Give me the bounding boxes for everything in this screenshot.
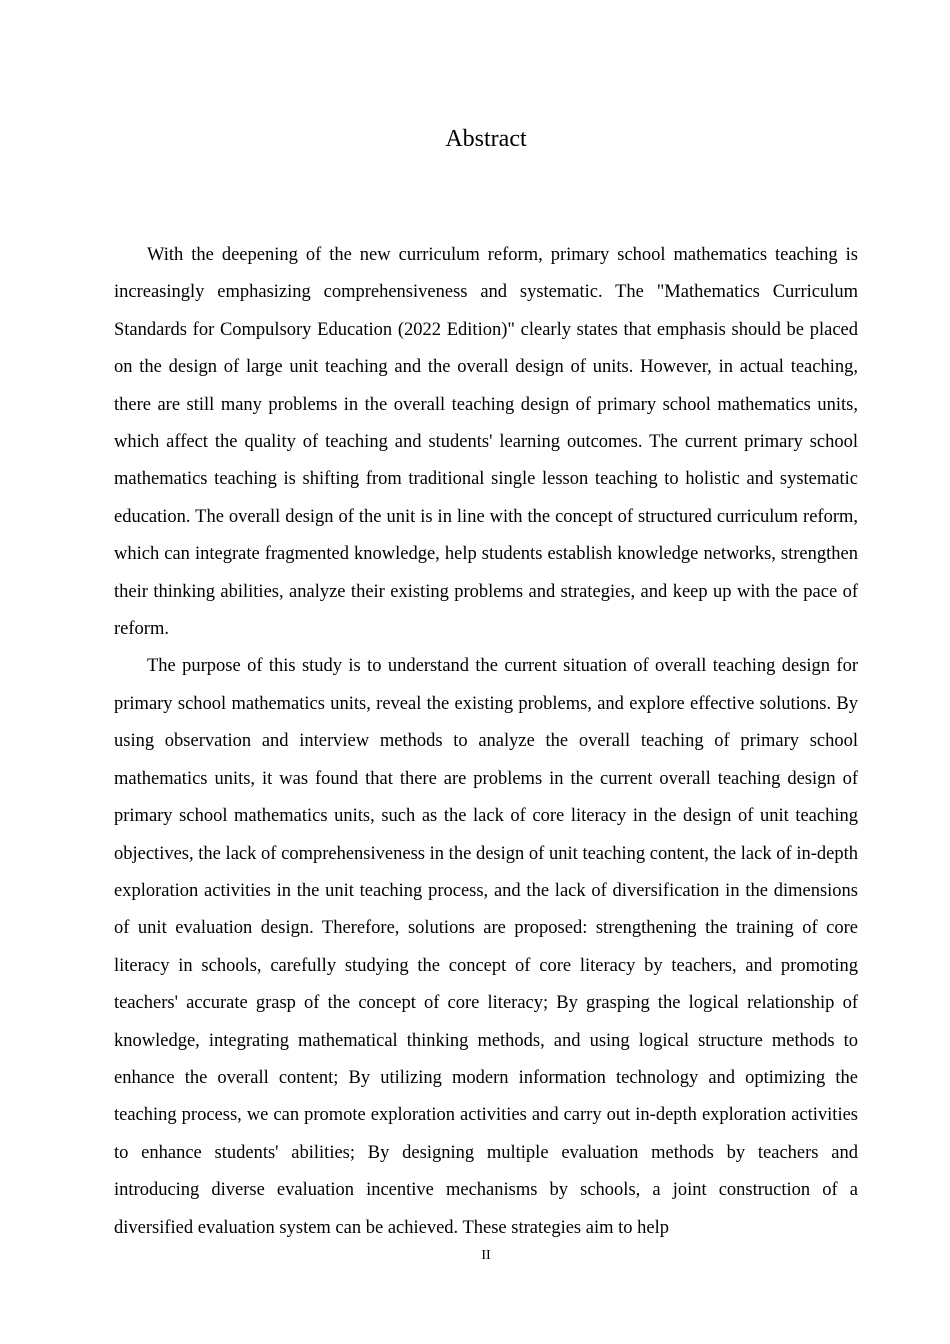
paragraph-2: The purpose of this study is to understand the current situation of overall teaching design for primary school mathematics units, reveal the existing problems, and explore effective solutions. By using observation and interview methods to analyze the overall teaching of primary school mathematics units, it was found that there are problems in the current overall teaching design of primary school mathematics units, such as the lack of core literacy in the design of unit teaching objectives, the lack of comprehensiveness in the design of unit teaching content, the lack of in-depth exploration activities in the unit teaching process, and the lack of diversification in the dimensions of unit evaluation design. Therefore, solutions are proposed: strengthening the training of core literacy in schools, carefully studying the concept of core literacy by teachers, and promoting teachers' accurate grasp of the concept of core literacy; By grasping the logical relationship of knowledge, integrating mathematical thinking methods, and using logical structure methods to enhance the overall content; By utilizing modern information technology and optimizing the teaching process, we can promote exploration activities and carry out in-depth exploration activities to enhance students' abilities; By designing multiple evaluation methods by teachers and introducing diverse evaluation incentive mechanisms by schools, a joint construction of a diversified evaluation system can be achieved. These strategies aim to help bbox=[114, 656, 858, 1238]
page-number: II bbox=[481, 1248, 491, 1263]
page-title: Abstract bbox=[445, 126, 527, 152]
paragraph-1: With the deepening of the new curriculum reform, primary school mathematics teaching is increasingly emphasizing comprehensiveness and systematic. The "Mathematics Curriculum Standards for Compulsory Education (2022 Edition)" clearly states that emphasis should be placed on the design of large unit teaching and the overall design of units. However, in actual teaching, there are still many problems in the overall teaching design of primary school mathematics units, which affect the quality of teaching and students' learning outcomes. The current primary school mathematics teaching is shifting from traditional single lesson teaching to holistic and systematic education. The overall design of the unit is in line with the concept of structured curriculum reform, which can integrate fragmented knowledge, help students establish knowledge networks, strengthen their thinking abilities, analyze their existing problems and strategies, and keep up with the pace of reform. bbox=[114, 245, 858, 640]
abstract-body bbox=[114, 237, 858, 1247]
